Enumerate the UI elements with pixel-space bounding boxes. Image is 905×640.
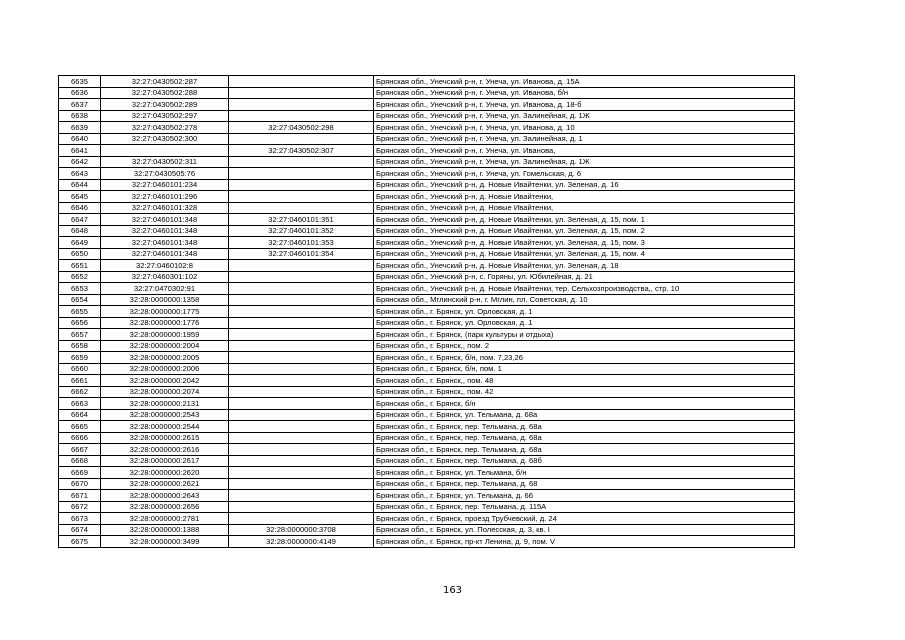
table-row — [59, 467, 795, 479]
cadastral-number-cell: 32:27:0430502:287 — [101, 76, 229, 88]
row-number-cell: 6666 — [59, 432, 101, 444]
address-cell: Брянская обл., Унечский р-н, г. Унеча, ул. Иванова, д. 18-б — [374, 99, 795, 111]
linked-cadastral-number-cell: 32:27:0460101:352 — [229, 225, 374, 237]
linked-cadastral-number-cell: 32:28:0000000:3708 — [229, 524, 374, 536]
address-cell: Брянская обл., г. Брянск, ул. Орловская, д. 1 — [374, 317, 795, 329]
cadastral-number-cell: 32:28:0000000:2621 — [101, 478, 229, 490]
address-cell: Брянская обл., г. Брянск, проезд Трубчевский, д. 24 — [374, 513, 795, 525]
address-cell: Брянская обл., г. Брянск,, пом. 42 — [374, 386, 795, 398]
linked-cadastral-number-cell — [229, 455, 374, 467]
linked-cadastral-number-cell — [229, 110, 374, 122]
linked-cadastral-number-cell — [229, 87, 374, 99]
linked-cadastral-number-cell — [229, 340, 374, 352]
row-number-cell: 6667 — [59, 444, 101, 456]
row-number-cell: 6641 — [59, 145, 101, 157]
cadastral-number-cell: 32:27:0460101:296 — [101, 191, 229, 203]
row-number-cell: 6653 — [59, 283, 101, 295]
cadastral-number-cell: 32:28:0000000:2616 — [101, 444, 229, 456]
table-row — [59, 214, 795, 226]
linked-cadastral-number-cell — [229, 202, 374, 214]
cadastral-number-cell: 32:27:0430502:288 — [101, 87, 229, 99]
cadastral-number-cell: 32:27:0430502:297 — [101, 110, 229, 122]
cadastral-number-cell: 32:27:0430502:311 — [101, 156, 229, 168]
address-cell: Брянская обл., г. Брянск, ул. Орловская, д. 1 — [374, 306, 795, 318]
linked-cadastral-number-cell — [229, 76, 374, 88]
row-number-cell: 6665 — [59, 421, 101, 433]
address-cell: Брянская обл., Унечский р-н, д. Новые Ивайтенки, — [374, 202, 795, 214]
table-row — [59, 444, 795, 456]
row-number-cell: 6643 — [59, 168, 101, 180]
address-cell: Брянская обл., Унечский р-н, г. Унеча, ул. Иванова, б/н — [374, 87, 795, 99]
table-row — [59, 237, 795, 249]
row-number-cell: 6670 — [59, 478, 101, 490]
address-cell: Брянская обл., г. Брянск, ул. Тельмана, б/н — [374, 467, 795, 479]
row-number-cell: 6659 — [59, 352, 101, 364]
cadastral-number-cell: 32:28:0000000:2543 — [101, 409, 229, 421]
table-row — [59, 501, 795, 513]
address-cell: Брянская обл., г. Брянск, пер. Тельмана, д. 68б — [374, 455, 795, 467]
table-row — [59, 133, 795, 145]
row-number-cell: 6656 — [59, 317, 101, 329]
address-cell: Брянская обл., Унечский р-н, д. Новые Ивайтенки, тер. Сельхозпроизводства,, стр. 10 — [374, 283, 795, 295]
address-cell: Брянская обл., Унечский р-н, д. Новые Ивайтенки, ул. Зеленая, д. 15, пом. 3 — [374, 237, 795, 249]
row-number-cell: 6664 — [59, 409, 101, 421]
row-number-cell: 6644 — [59, 179, 101, 191]
linked-cadastral-number-cell — [229, 191, 374, 203]
row-number-cell: 6655 — [59, 306, 101, 318]
address-cell: Брянская обл., Унечский р-н, г. Унеча, ул. Залинейная, д. 1Ж — [374, 110, 795, 122]
linked-cadastral-number-cell — [229, 398, 374, 410]
address-cell: Брянская обл., г. Брянск, пер. Тельмана, д. 115А — [374, 501, 795, 513]
cadastral-number-cell: 32:28:0000000:2042 — [101, 375, 229, 387]
row-number-cell: 6657 — [59, 329, 101, 341]
cadastral-number-cell: 32:27:0430502:289 — [101, 99, 229, 111]
cadastral-number-cell: 32:28:0000000:2074 — [101, 386, 229, 398]
linked-cadastral-number-cell: 32:27:0460101:351 — [229, 214, 374, 226]
row-number-cell: 6662 — [59, 386, 101, 398]
table-row — [59, 340, 795, 352]
row-number-cell: 6648 — [59, 225, 101, 237]
linked-cadastral-number-cell — [229, 99, 374, 111]
cadastral-number-cell: 32:28:0000000:2643 — [101, 490, 229, 502]
row-number-cell: 6640 — [59, 133, 101, 145]
linked-cadastral-number-cell — [229, 444, 374, 456]
linked-cadastral-number-cell — [229, 133, 374, 145]
row-number-cell: 6649 — [59, 237, 101, 249]
cadastral-number-cell: 32:28:0000000:2781 — [101, 513, 229, 525]
linked-cadastral-number-cell — [229, 179, 374, 191]
cadastral-number-cell: 32:27:0430502:300 — [101, 133, 229, 145]
linked-cadastral-number-cell: 32:27:0430502:298 — [229, 122, 374, 134]
table-row — [59, 432, 795, 444]
cadastral-number-cell: 32:28:0000000:2656 — [101, 501, 229, 513]
table-row — [59, 513, 795, 525]
cadastral-number-cell: 32:27:0460101:348 — [101, 237, 229, 249]
address-cell: Брянская обл., г. Брянск, (парк культуры и отдыха) — [374, 329, 795, 341]
table-row — [59, 421, 795, 433]
cadastral-number-cell: 32:27:0430505:76 — [101, 168, 229, 180]
table-row — [59, 317, 795, 329]
row-number-cell: 6672 — [59, 501, 101, 513]
registry-table-body — [59, 76, 795, 548]
address-cell: Брянская обл., Унечский р-н, д. Новые Ивайтенки, ул. Зеленая, д. 15, пом. 2 — [374, 225, 795, 237]
cadastral-number-cell: 32:27:0460101:328 — [101, 202, 229, 214]
row-number-cell: 6635 — [59, 76, 101, 88]
table-row — [59, 122, 795, 134]
linked-cadastral-number-cell — [229, 306, 374, 318]
address-cell: Брянская обл., Унечский р-н, д. Новые Ивайтенки, ул. Зеленая, д. 16 — [374, 179, 795, 191]
linked-cadastral-number-cell: 32:27:0460101:353 — [229, 237, 374, 249]
table-row — [59, 536, 795, 548]
row-number-cell: 6638 — [59, 110, 101, 122]
address-cell: Брянская обл., г. Брянск, пер. Тельмана, д. 68а — [374, 432, 795, 444]
row-number-cell: 6650 — [59, 248, 101, 260]
row-number-cell: 6660 — [59, 363, 101, 375]
linked-cadastral-number-cell — [229, 294, 374, 306]
address-cell: Брянская обл., г. Брянск, пр-кт Ленина, д. 9, пом. V — [374, 536, 795, 548]
cadastral-number-cell: 32:27:0460101:234 — [101, 179, 229, 191]
address-cell: Брянская обл., Унечский р-н, г. Унеча, ул. Иванова, — [374, 145, 795, 157]
table-row — [59, 110, 795, 122]
address-cell: Брянская обл., Унечский р-н, д. Новые Ивайтенки, ул. Зеленая, д. 15, пом. 1 — [374, 214, 795, 226]
table-row — [59, 248, 795, 260]
address-cell: Брянская обл., г. Брянск, б/н, пом. 7,23,26 — [374, 352, 795, 364]
cadastral-number-cell: 32:28:0000000:3499 — [101, 536, 229, 548]
table-row — [59, 202, 795, 214]
address-cell: Брянская обл., Унечский р-н, г. Унеча, ул. Залинейная, д. 1Ж — [374, 156, 795, 168]
row-number-cell: 6652 — [59, 271, 101, 283]
linked-cadastral-number-cell — [229, 352, 374, 364]
cadastral-number-cell: 32:27:0460101:348 — [101, 225, 229, 237]
address-cell: Брянская обл., Унечский р-н, г. Унеча, ул. Иванова, д. 15А — [374, 76, 795, 88]
linked-cadastral-number-cell — [229, 409, 374, 421]
table-row — [59, 294, 795, 306]
table-row — [59, 283, 795, 295]
linked-cadastral-number-cell: 32:27:0430502:307 — [229, 145, 374, 157]
table-row — [59, 306, 795, 318]
cadastral-number-cell: 32:28:0000000:2004 — [101, 340, 229, 352]
linked-cadastral-number-cell — [229, 271, 374, 283]
address-cell: Брянская обл., г. Брянск, ул. Тельмана, д. 66 — [374, 490, 795, 502]
table-row — [59, 478, 795, 490]
address-cell: Брянская обл., г. Брянск, пер. Тельмана, д. 68 — [374, 478, 795, 490]
address-cell: Брянская обл., Унечский р-н, г. Унеча, ул. Гомельская, д. 6 — [374, 168, 795, 180]
cadastral-number-cell: 32:28:0000000:1776 — [101, 317, 229, 329]
linked-cadastral-number-cell — [229, 156, 374, 168]
linked-cadastral-number-cell — [229, 329, 374, 341]
address-cell: Брянская обл., г. Брянск, пер. Тельмана, д. 68а — [374, 421, 795, 433]
table-row — [59, 99, 795, 111]
cadastral-number-cell: 32:28:0000000:2131 — [101, 398, 229, 410]
cadastral-number-cell — [101, 145, 229, 157]
cadastral-number-cell: 32:28:0000000:1388 — [101, 524, 229, 536]
registry-table — [58, 75, 795, 548]
page-number: 163 — [442, 585, 463, 596]
address-cell: Брянская обл., г. Брянск, ул. Полесская, д. 3, кв. I — [374, 524, 795, 536]
table-row — [59, 156, 795, 168]
cadastral-number-cell: 32:28:0000000:1775 — [101, 306, 229, 318]
address-cell: Брянская обл., Унечский р-н, д. Новые Ивайтенки, ул. Зеленая, д. 15, пом. 4 — [374, 248, 795, 260]
address-cell: Брянская обл., г. Брянск, б/н, пом. 1 — [374, 363, 795, 375]
linked-cadastral-number-cell — [229, 283, 374, 295]
table-row — [59, 76, 795, 88]
linked-cadastral-number-cell — [229, 317, 374, 329]
table-row — [59, 145, 795, 157]
cadastral-number-cell: 32:27:0430502:278 — [101, 122, 229, 134]
table-row — [59, 398, 795, 410]
table-row — [59, 409, 795, 421]
row-number-cell: 6637 — [59, 99, 101, 111]
row-number-cell: 6671 — [59, 490, 101, 502]
cadastral-number-cell: 32:28:0000000:2544 — [101, 421, 229, 433]
table-row — [59, 524, 795, 536]
address-cell: Брянская обл., г. Брянск,, пом. 48 — [374, 375, 795, 387]
linked-cadastral-number-cell — [229, 432, 374, 444]
address-cell: Брянская обл., Унечский р-н, с. Горяны, ул. Юбилейная, д. 21 — [374, 271, 795, 283]
linked-cadastral-number-cell — [229, 386, 374, 398]
row-number-cell: 6646 — [59, 202, 101, 214]
cadastral-number-cell: 32:27:0460301:102 — [101, 271, 229, 283]
linked-cadastral-number-cell: 32:27:0460101:354 — [229, 248, 374, 260]
address-cell: Брянская обл., г. Брянск, пер. Тельмана, д. 68а — [374, 444, 795, 456]
table-row — [59, 329, 795, 341]
table-row — [59, 455, 795, 467]
linked-cadastral-number-cell — [229, 260, 374, 272]
linked-cadastral-number-cell — [229, 490, 374, 502]
table-row — [59, 179, 795, 191]
table-row — [59, 168, 795, 180]
address-cell: Брянская обл., Унечский р-н, г. Унеча, ул. Залинейная, д. 1 — [374, 133, 795, 145]
row-number-cell: 6668 — [59, 455, 101, 467]
row-number-cell: 6661 — [59, 375, 101, 387]
address-cell: Брянская обл., Унечский р-н, д. Новые Ивайтенки, — [374, 191, 795, 203]
row-number-cell: 6675 — [59, 536, 101, 548]
cadastral-number-cell: 32:28:0000000:1358 — [101, 294, 229, 306]
table-row — [59, 490, 795, 502]
row-number-cell: 6642 — [59, 156, 101, 168]
row-number-cell: 6663 — [59, 398, 101, 410]
table-row — [59, 363, 795, 375]
cadastral-number-cell: 32:27:0460102:8 — [101, 260, 229, 272]
row-number-cell: 6673 — [59, 513, 101, 525]
address-cell: Брянская обл., г. Брянск, ул. Тельмана, д. 68а — [374, 409, 795, 421]
table-row — [59, 271, 795, 283]
linked-cadastral-number-cell — [229, 375, 374, 387]
row-number-cell: 6658 — [59, 340, 101, 352]
cadastral-number-cell: 32:28:0000000:2620 — [101, 467, 229, 479]
table-row — [59, 191, 795, 203]
address-cell: Брянская обл., Унечский р-н, д. Новые Ивайтенки, ул. Зеленая, д. 18 — [374, 260, 795, 272]
linked-cadastral-number-cell — [229, 501, 374, 513]
linked-cadastral-number-cell — [229, 513, 374, 525]
table-row — [59, 352, 795, 364]
cadastral-number-cell: 32:27:0470302:91 — [101, 283, 229, 295]
cadastral-number-cell: 32:28:0000000:2615 — [101, 432, 229, 444]
cadastral-number-cell: 32:28:0000000:2617 — [101, 455, 229, 467]
address-cell: Брянская обл., г. Брянск, б/н — [374, 398, 795, 410]
row-number-cell: 6636 — [59, 87, 101, 99]
cadastral-number-cell: 32:28:0000000:2006 — [101, 363, 229, 375]
row-number-cell: 6654 — [59, 294, 101, 306]
row-number-cell: 6674 — [59, 524, 101, 536]
table-row — [59, 375, 795, 387]
cadastral-number-cell: 32:27:0460101:348 — [101, 214, 229, 226]
cadastral-number-cell: 32:28:0000000:2005 — [101, 352, 229, 364]
linked-cadastral-number-cell — [229, 168, 374, 180]
linked-cadastral-number-cell — [229, 467, 374, 479]
table-row — [59, 260, 795, 272]
address-cell: Брянская обл., Мглинский р-н, г. Мглин, пл. Советская, д. 10 — [374, 294, 795, 306]
address-cell: Брянская обл., г. Брянск,, пом. 2 — [374, 340, 795, 352]
row-number-cell: 6651 — [59, 260, 101, 272]
cadastral-number-cell: 32:28:0000000:1959 — [101, 329, 229, 341]
table-row — [59, 386, 795, 398]
row-number-cell: 6647 — [59, 214, 101, 226]
linked-cadastral-number-cell — [229, 478, 374, 490]
linked-cadastral-number-cell: 32:28:0000000:4149 — [229, 536, 374, 548]
linked-cadastral-number-cell — [229, 363, 374, 375]
row-number-cell: 6645 — [59, 191, 101, 203]
cadastral-number-cell: 32:27:0460101:348 — [101, 248, 229, 260]
row-number-cell: 6669 — [59, 467, 101, 479]
table-row — [59, 87, 795, 99]
table-row — [59, 225, 795, 237]
row-number-cell: 6639 — [59, 122, 101, 134]
address-cell: Брянская обл., Унечский р-н, г. Унеча, ул. Иванова, д. 10 — [374, 122, 795, 134]
linked-cadastral-number-cell — [229, 421, 374, 433]
